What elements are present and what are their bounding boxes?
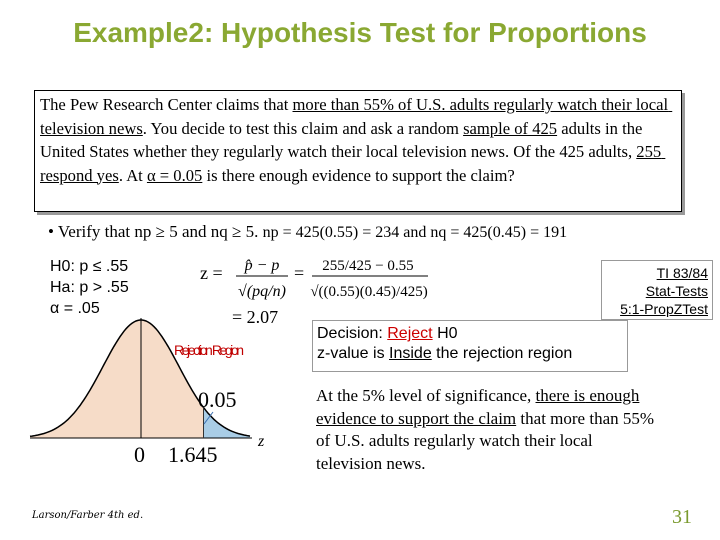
problem-sample: sample of 425 [463, 118, 558, 138]
problem-text-2: . You decide to test this claim and ask a random [142, 118, 464, 138]
formula-sub-denominator: √((0.55)(0.45)/425) [310, 284, 428, 300]
decision-box [312, 320, 628, 372]
alternative-hypothesis: Ha: p > .55 [50, 279, 129, 296]
verify-calculation: np = 425(0.55) = 234 and nq = 425(0.45) = 191 [262, 224, 568, 241]
zero-label: 0 [134, 442, 145, 467]
decision-line-1 [317, 324, 622, 344]
z-formula [200, 257, 428, 327]
conclusion-a: At the 5% level of significance, [316, 386, 536, 405]
ti-line-2: Stat-Tests [645, 283, 708, 299]
formula-result: = 2.07 [232, 307, 279, 327]
formula-denominator: √(pq/n) [238, 283, 286, 300]
decision-h0: H0 [437, 325, 458, 342]
critical-value-label: 1.645 [168, 442, 218, 467]
formula-eq: = [294, 263, 305, 283]
formula-lhs: z = [200, 263, 223, 283]
ti-line-1: TI 83/84 [656, 265, 708, 281]
decision-label: Decision: [317, 325, 388, 342]
problem-text-5: is there enough evidence to support the claim? [202, 165, 515, 185]
footer-reference: Larson/Farber 4th ed. [32, 510, 144, 521]
rejection-region-area [204, 408, 251, 439]
decision-text-b: the rejection region [431, 345, 573, 362]
decision-reject: Reject [387, 325, 433, 342]
decision-text-a: z-value is [317, 345, 390, 362]
area-label: 0.05 [198, 387, 237, 412]
decision-inside: Inside [389, 345, 432, 362]
slide-title: Example2: Hypothesis Test for Proportions [73, 17, 647, 48]
z-axis-label: z [258, 433, 265, 450]
conclusion-there-is: there is [535, 386, 586, 405]
rejection-label-line-1: Rejection Region [174, 342, 244, 358]
problem-text-1: The Pew Research Center claims that [40, 95, 293, 114]
problem-claim: more than 55% of U.S. adults regularly watch their local television news [40, 95, 673, 138]
formula-sub-numerator: 255/425 − 0.55 [322, 258, 414, 274]
normal-curve-graph [30, 318, 265, 467]
calculator-note [601, 260, 713, 320]
problem-alpha: α = 0.05 [146, 165, 203, 185]
problem-text-3: adults in the United States whether they regularly watch their local television news. Of the 425 adults, [40, 118, 647, 161]
problem-yes-count: 255 respond yes [40, 142, 666, 185]
alpha-level: α = .05 [50, 300, 100, 317]
conclusion-claim: enough evidence to support the claim [316, 386, 640, 428]
problem-text-4: . At [118, 165, 147, 185]
conclusion [316, 385, 656, 475]
formula-numerator: p̂ − p [244, 257, 280, 274]
conclusion-rest: that more than 55% of U.S. adults regularly watch their local television news. [316, 408, 655, 473]
page-number: 31 [672, 506, 692, 528]
verify-lead: • Verify that np ≥ 5 and nq ≥ 5. [48, 222, 259, 241]
ti-line-3: 5:1-PropZTest [620, 301, 708, 317]
decision-line-2 [317, 344, 622, 364]
curve-area [30, 320, 250, 438]
null-hypothesis: H0: p ≤ .55 [50, 258, 129, 275]
